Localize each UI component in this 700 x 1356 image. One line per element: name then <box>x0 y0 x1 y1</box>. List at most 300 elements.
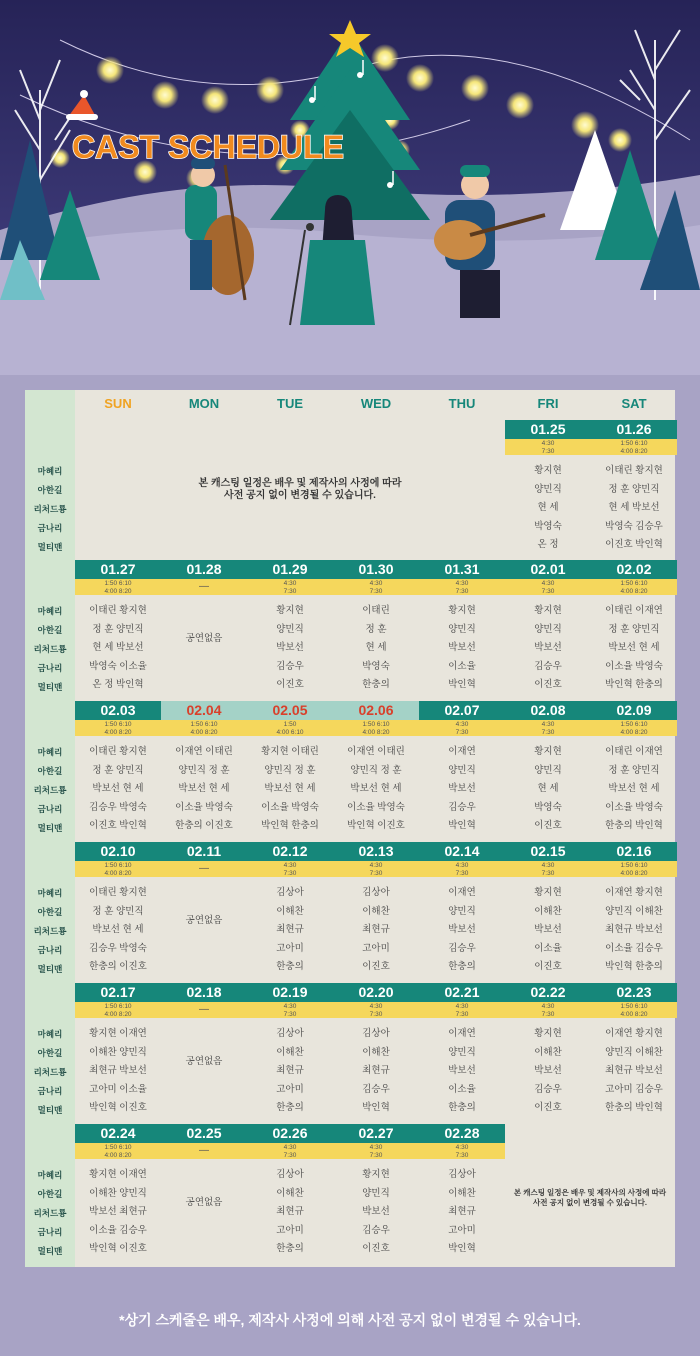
role-label: 금나리 <box>37 945 63 955</box>
showtime: 4:00 8:20 <box>104 728 132 736</box>
cast-name: 양민직 <box>534 483 562 495</box>
day-header-thu: THU <box>448 396 476 411</box>
cast-name: 김승우 <box>276 660 304 672</box>
cast-name: 현 세 <box>537 783 559 795</box>
cast-name: 이진호 <box>534 1102 562 1114</box>
cast-list <box>591 884 677 977</box>
showtimes <box>247 720 333 736</box>
cast-name: 이해찬 <box>362 905 390 917</box>
showtime: 4:00 8:20 <box>620 447 648 455</box>
cast-name: 정 훈 양민직 <box>608 483 660 495</box>
cast-name: 황지현 <box>534 887 562 898</box>
cast-name: 양민직 <box>534 623 562 635</box>
cast-name: 박보선 <box>534 1065 562 1077</box>
showtime: 7:30 <box>455 587 469 595</box>
cast-name: 이진호 <box>534 820 562 832</box>
date-label: 02.12 <box>247 842 333 861</box>
cast-name: 박보선 <box>534 924 562 936</box>
schedule-day-cell <box>591 701 677 840</box>
role-label: 아한길 <box>37 1048 63 1058</box>
cast-name: 이해찬 <box>276 905 304 917</box>
cast-name: 이재연 <box>448 1028 476 1039</box>
showtime: 4:00 8:20 <box>104 1010 132 1018</box>
date-label: 02.23 <box>591 983 677 1002</box>
showtime: 4:30 <box>369 1144 383 1151</box>
showtime: 7:30 <box>541 1010 555 1018</box>
date-label: 02.17 <box>75 983 161 1002</box>
cast-name: 김상아 <box>276 887 304 898</box>
showtimes <box>161 861 247 877</box>
cast-name: 이재연 <box>448 887 476 898</box>
schedule-day-cell <box>333 1124 419 1263</box>
role-labels <box>25 462 75 557</box>
showtimes <box>419 720 505 736</box>
showtimes <box>333 1143 419 1159</box>
showtime: — <box>199 863 209 874</box>
notice-bottom: 본 캐스팅 일정은 배우 및 제작사의 사정에 따라 사전 공지 없이 변경될 수 있습니다. <box>513 1188 667 1207</box>
showtime: 1:50 6:10 <box>620 1003 648 1010</box>
cast-name: 박보선 <box>362 1206 390 1218</box>
date-label: 02.28 <box>419 1124 505 1143</box>
cast-name: 이해찬 <box>276 1046 304 1058</box>
role-label: 리처드룡 <box>33 644 67 654</box>
schedule-day-cell <box>419 1124 505 1263</box>
cast-name: 박보선 현 세 <box>92 924 144 936</box>
schedule-day-cell <box>333 701 419 840</box>
schedule-day-cell <box>591 983 677 1122</box>
cast-name: 박보선 <box>448 642 476 654</box>
cast-name: 양민직 <box>362 1187 390 1199</box>
showtime: 1:50 6:10 <box>190 721 218 728</box>
cast-name: 황지현 <box>534 465 562 476</box>
cast-list <box>591 1025 677 1118</box>
cast-name: 박영숙 <box>362 660 390 672</box>
showtime: 1:50 6:10 <box>104 1003 132 1010</box>
cast-name: 이진호 <box>362 1243 390 1255</box>
showtime: 7:30 <box>455 728 469 736</box>
cast-name: 이진호 <box>276 679 304 691</box>
week-row <box>25 983 675 1122</box>
cast-list <box>75 1025 161 1118</box>
showtime: 1:50 6:10 <box>104 1144 132 1151</box>
cast-name: 박인혁 <box>448 820 476 832</box>
date-label: 02.22 <box>505 983 591 1002</box>
cast-list <box>247 743 333 836</box>
cast-name: 최현규 <box>448 1206 476 1218</box>
no-show-label: 공연없음 <box>185 1056 223 1067</box>
cast-name: 이해찬 <box>362 1046 390 1058</box>
showtimes <box>75 861 161 877</box>
cast-name: 고아미 <box>276 942 304 954</box>
showtime: 4:30 <box>455 721 469 728</box>
showtimes <box>247 861 333 877</box>
date-label: 02.10 <box>75 842 161 861</box>
cast-name: 고아미 이소율 <box>89 1083 147 1095</box>
cast-name: 현 세 <box>365 642 387 654</box>
cast-name: 현 세 박보선 <box>92 642 144 654</box>
footnote: *상기 스케줄은 배우, 제작사 사정에 의해 사전 공지 없이 변경될 수 있습니다. <box>119 1312 581 1328</box>
showtimes <box>591 861 677 877</box>
cast-list <box>247 884 333 977</box>
cast-list <box>333 884 419 977</box>
cast-name: 양민직 이해찬 <box>605 905 663 917</box>
schedule-day-cell <box>419 983 505 1122</box>
showtime: 7:30 <box>369 1010 383 1018</box>
schedule-day-cell <box>161 560 247 699</box>
cast-name: 황지현 이태린 <box>261 746 319 757</box>
showtimes <box>247 579 333 595</box>
date-label: 01.30 <box>333 560 419 579</box>
no-show-label: 공연없음 <box>185 633 223 644</box>
cast-name: 박보선 최현규 <box>89 1206 147 1218</box>
cast-name: 박영숙 <box>534 520 562 532</box>
cast-name: 박영숙 이소율 <box>89 660 147 672</box>
showtimes <box>591 579 677 595</box>
cast-name: 고아미 <box>448 1224 476 1236</box>
cast-name: 고아미 <box>276 1224 304 1236</box>
cast-name: 박보선 <box>448 783 476 795</box>
cast-name: 한충의 <box>362 679 390 691</box>
showtimes <box>419 1002 505 1018</box>
cast-list <box>505 462 591 555</box>
showtime: 1:50 6:10 <box>104 721 132 728</box>
schedule-day-cell <box>333 842 419 981</box>
cast-name: 정 훈 양민직 <box>92 764 144 776</box>
week-row <box>25 701 675 840</box>
date-label: 02.15 <box>505 842 591 861</box>
schedule-day-cell <box>161 1124 247 1263</box>
cast-name: 김승우 <box>448 942 476 954</box>
no-show-label: 공연없음 <box>185 915 223 926</box>
role-label: 마혜리 <box>37 1170 63 1180</box>
role-label: 아한길 <box>37 625 63 635</box>
showtimes <box>161 579 247 595</box>
showtimes <box>75 579 161 595</box>
role-label: 아한길 <box>37 907 63 917</box>
date-label: 02.21 <box>419 983 505 1002</box>
role-label: 아한길 <box>37 485 63 495</box>
showtime: 7:30 <box>369 1151 383 1159</box>
showtime: 4:30 <box>455 580 469 587</box>
showtime: 4:30 <box>369 1003 383 1010</box>
schedule-day-cell <box>247 560 333 699</box>
cast-name: 이태린 황지현 <box>605 465 663 476</box>
cast-name: 이진호 박인혁 <box>605 539 663 551</box>
showtime: 4:30 <box>541 1003 555 1010</box>
cast-name: 최현규 <box>362 1065 390 1077</box>
cast-name: 이태린 황지현 <box>89 887 147 898</box>
cast-name: 고아미 <box>276 1083 304 1095</box>
cast-name: 박보선 현 세 <box>92 783 144 795</box>
role-label: 리처드룡 <box>33 785 67 795</box>
cast-list <box>591 743 677 836</box>
cast-list <box>591 602 677 695</box>
showtimes <box>333 861 419 877</box>
schedule-day-cell <box>419 842 505 981</box>
cast-name: 이태린 <box>362 605 390 616</box>
role-label: 멀티맨 <box>37 1246 63 1256</box>
showtime: 4:00 8:20 <box>362 728 390 736</box>
role-label: 금나리 <box>37 1086 63 1096</box>
date-label: 02.14 <box>419 842 505 861</box>
showtimes <box>505 861 591 877</box>
cast-name: 박인혁 이진호 <box>89 1102 147 1114</box>
role-labels <box>25 884 75 979</box>
date-label: 01.27 <box>75 560 161 579</box>
schedule-day-cell <box>161 983 247 1122</box>
showtime: 7:30 <box>455 869 469 877</box>
cast-name: 이해찬 <box>534 1046 562 1058</box>
cast-name: 이재연 이태린 <box>175 746 233 757</box>
cast-name: 황지현 <box>276 605 304 616</box>
cast-list <box>75 884 161 977</box>
cast-name: 박인혁 이진호 <box>347 820 405 832</box>
showtime: 1:50 6:10 <box>104 862 132 869</box>
showtimes <box>505 579 591 595</box>
cast-name: 한충의 <box>448 961 476 973</box>
cast-name: 이진호 박인혁 <box>89 820 147 832</box>
cast-name: 한충의 <box>276 1102 304 1114</box>
notice-top: 본 캐스팅 일정은 배우 및 제작사의 사정에 따라 사전 공지 없이 변경될 수 있습니다. <box>198 478 402 501</box>
role-label: 멀티맨 <box>37 964 63 974</box>
cast-name: 김상아 <box>362 1028 390 1039</box>
cast-name: 이소율 <box>448 1083 476 1095</box>
cast-name: 황지현 이재연 <box>89 1169 147 1180</box>
showtimes <box>161 1143 247 1159</box>
showtime: 7:30 <box>283 869 297 877</box>
cast-name: 온 정 박인혁 <box>92 679 144 691</box>
cast-list <box>419 1025 505 1118</box>
cast-name: 이해찬 <box>534 905 562 917</box>
role-label: 멀티맨 <box>37 542 63 552</box>
showtimes <box>591 439 677 455</box>
role-label: 멀티맨 <box>37 1105 63 1115</box>
cast-name: 이해찬 <box>276 1187 304 1199</box>
day-header-mon: MON <box>188 396 220 411</box>
showtimes <box>505 1002 591 1018</box>
cast-list <box>419 743 505 836</box>
showtimes <box>247 1143 333 1159</box>
schedule-day-cell <box>75 1124 161 1263</box>
cast-name: 한충의 <box>276 961 304 973</box>
cast-name: 김상아 <box>276 1169 304 1180</box>
cast-name: 정 훈 양민직 <box>92 905 144 917</box>
cast-name: 이태린 이재연 <box>605 605 663 616</box>
cast-list <box>505 602 591 695</box>
cast-list <box>419 602 505 695</box>
cast-name: 양민직 정 훈 <box>178 764 230 776</box>
showtime: 4:00 8:20 <box>620 1010 648 1018</box>
schedule-day-cell <box>505 560 591 699</box>
cast-name: 박영숙 김승우 <box>605 520 663 532</box>
schedule-day-cell <box>161 701 247 840</box>
schedule-day-cell <box>591 420 677 559</box>
date-label: 01.28 <box>161 560 247 579</box>
cast-name: 이소율 박영숙 <box>347 801 405 813</box>
cast-name: 김상아 <box>276 1028 304 1039</box>
showtime: 4:30 <box>541 721 555 728</box>
cast-name: 고아미 <box>362 942 390 954</box>
showtime: 4:00 8:20 <box>620 728 648 736</box>
role-label: 금나리 <box>37 1227 63 1237</box>
cast-name: 황지현 이재연 <box>89 1028 147 1039</box>
showtime: 4:30 <box>369 862 383 869</box>
schedule-day-cell <box>247 842 333 981</box>
showtimes <box>419 579 505 595</box>
cast-name: 이진호 <box>534 679 562 691</box>
cast-name: 양민직 정 훈 <box>350 764 402 776</box>
cast-name: 최현규 <box>276 924 304 936</box>
cast-name: 이해찬 양민직 <box>89 1187 147 1199</box>
showtime: 1:50 6:10 <box>620 721 648 728</box>
showtime: 4:30 <box>283 1003 297 1010</box>
role-labels <box>25 1166 75 1261</box>
cast-name: 김승우 박영숙 <box>89 942 147 954</box>
cast-name: 이소율 김승우 <box>89 1224 147 1236</box>
cast-name: 이재연 <box>448 746 476 757</box>
role-label: 금나리 <box>37 663 63 673</box>
showtime: 1:50 6:10 <box>620 862 648 869</box>
showtimes <box>419 861 505 877</box>
cast-name: 양민직 <box>448 764 476 776</box>
cast-list <box>505 743 591 836</box>
date-label: 02.19 <box>247 983 333 1002</box>
cast-name: 양민직 이해찬 <box>605 1046 663 1058</box>
day-header-wed: WED <box>360 396 392 411</box>
cast-list <box>247 1166 333 1259</box>
cast-name: 김승우 박영숙 <box>89 801 147 813</box>
schedule-day-cell <box>75 983 161 1122</box>
role-label: 리처드룡 <box>33 1208 67 1218</box>
date-label: 02.27 <box>333 1124 419 1143</box>
date-label: 02.25 <box>161 1124 247 1143</box>
role-labels <box>25 743 75 838</box>
date-label: 02.02 <box>591 560 677 579</box>
cast-name: 정 훈 양민직 <box>608 764 660 776</box>
cast-name: 양민직 <box>448 623 476 635</box>
showtime: 1:50 6:10 <box>362 721 390 728</box>
showtime: 7:30 <box>283 1151 297 1159</box>
schedule-day-cell <box>247 701 333 840</box>
showtime: 4:00 8:20 <box>190 728 218 736</box>
date-label: 01.29 <box>247 560 333 579</box>
date-label: 01.26 <box>591 420 677 439</box>
cast-list <box>161 743 247 836</box>
date-label: 02.13 <box>333 842 419 861</box>
schedule-day-cell <box>505 420 591 559</box>
cast-schedule-table <box>25 390 675 1267</box>
role-label: 마혜리 <box>37 747 63 757</box>
showtime: 4:30 <box>541 580 555 587</box>
cast-name: 김승우 <box>534 1083 562 1095</box>
showtime: — <box>199 581 209 592</box>
role-label: 리처드룡 <box>33 1067 67 1077</box>
showtimes <box>161 1002 247 1018</box>
cast-name: 김승우 <box>448 801 476 813</box>
cast-name: 이소율 박영숙 <box>261 801 319 813</box>
cast-name: 김승우 <box>534 660 562 672</box>
showtimes <box>75 1143 161 1159</box>
date-label: 02.26 <box>247 1124 333 1143</box>
cast-name: 김승우 <box>362 1224 390 1236</box>
cast-list <box>75 743 161 836</box>
showtime: 7:30 <box>541 728 555 736</box>
showtime: 4:00 8:20 <box>104 587 132 595</box>
cast-name: 이재연 이태린 <box>347 746 405 757</box>
date-label: 01.25 <box>505 420 591 439</box>
date-label: 02.08 <box>505 701 591 720</box>
showtime: 4:30 <box>455 1144 469 1151</box>
showtime: 7:30 <box>541 587 555 595</box>
role-label: 금나리 <box>37 523 63 533</box>
date-label: 02.16 <box>591 842 677 861</box>
cast-name: 양민직 <box>534 764 562 776</box>
cast-name: 이진호 <box>362 961 390 973</box>
cast-list <box>75 602 161 695</box>
schedule-day-cell <box>419 560 505 699</box>
showtime: 1:50 6:10 <box>104 580 132 587</box>
cast-name: 박인혁 <box>362 1102 390 1114</box>
showtime: — <box>199 1145 209 1156</box>
cast-name: 한충의 <box>448 1102 476 1114</box>
showtime: 7:30 <box>541 869 555 877</box>
showtimes <box>75 720 161 736</box>
showtimes <box>161 720 247 736</box>
cast-name: 이해찬 <box>448 1187 476 1199</box>
cast-name: 박인혁 한충의 <box>261 820 319 832</box>
schedule-day-cell <box>75 560 161 699</box>
showtime: — <box>199 1004 209 1015</box>
date-label: 02.24 <box>75 1124 161 1143</box>
showtime: 7:30 <box>369 869 383 877</box>
cast-name: 이소율 <box>534 942 562 954</box>
cast-name: 온 정 <box>537 539 559 551</box>
showtime: 4:00 8:20 <box>620 587 648 595</box>
cast-name: 현 세 박보선 <box>608 502 660 514</box>
cast-name: 황지현 <box>448 605 476 616</box>
schedule-day-cell <box>591 560 677 699</box>
cast-name: 이소율 박영숙 <box>605 801 663 813</box>
schedule-day-cell <box>333 560 419 699</box>
cast-name: 이소율 <box>448 660 476 672</box>
schedule-day-cell <box>591 842 677 981</box>
cast-name: 양민직 <box>448 1046 476 1058</box>
cast-name: 한충의 이진호 <box>89 961 147 973</box>
date-label: 02.06 <box>333 701 419 720</box>
role-label: 리처드룡 <box>33 926 67 936</box>
cast-name: 이소율 김승우 <box>605 942 663 954</box>
cast-name: 박인혁 이진호 <box>89 1243 147 1255</box>
showtime: 4:30 <box>369 580 383 587</box>
schedule-day-cell <box>505 983 591 1122</box>
showtimes <box>591 720 677 736</box>
showtime: 4:00 8:20 <box>104 869 132 877</box>
showtime: 1:50 <box>283 721 297 728</box>
cast-name: 최현규 박보선 <box>605 1065 663 1077</box>
date-label: 02.03 <box>75 701 161 720</box>
showtime: 4:30 <box>541 440 555 447</box>
page-title: CAST SCHEDULE <box>72 129 345 165</box>
cast-name: 박인혁 한충의 <box>605 679 663 691</box>
cast-name: 정 훈 <box>365 623 387 635</box>
role-label: 리처드룡 <box>33 504 67 514</box>
cast-list <box>247 602 333 695</box>
date-label: 01.31 <box>419 560 505 579</box>
schedule-day-cell <box>75 842 161 981</box>
cast-name: 이태린 이재연 <box>605 746 663 757</box>
cast-name: 박보선 <box>276 642 304 654</box>
showtime: 4:30 <box>455 862 469 869</box>
